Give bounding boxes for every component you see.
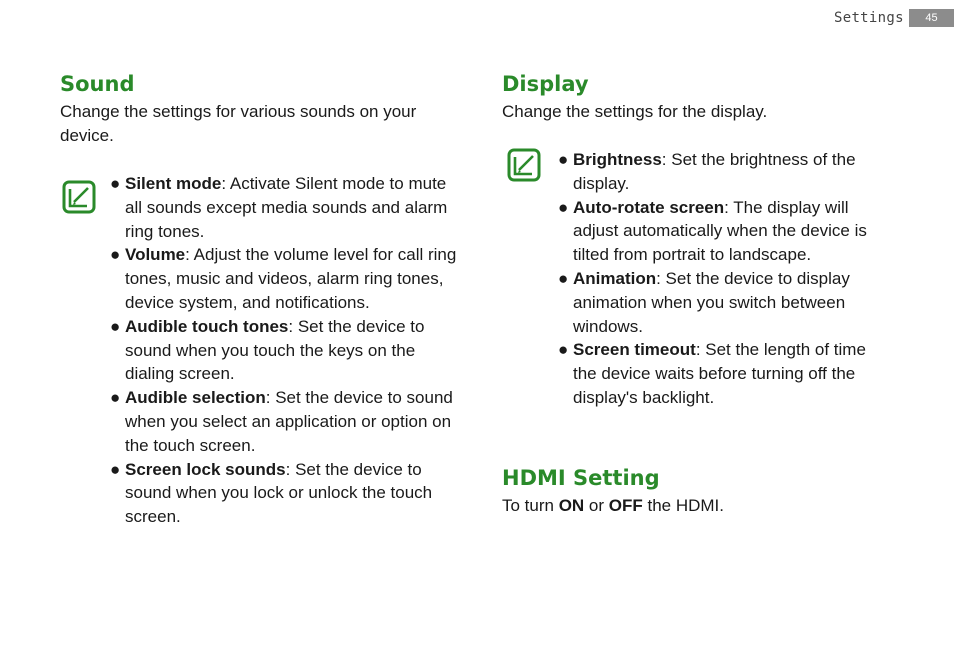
sound-heading: Sound: [60, 72, 135, 96]
list-item: ● Screen timeout: Set the length of time the device waits before turning off the display's backlight.: [558, 340, 866, 407]
note-pencil-icon: [62, 180, 96, 214]
display-note-list: [558, 148, 888, 410]
list-item: ● Brightness: Set the brightness of the display.: [558, 150, 856, 193]
display-intro: Change the settings for the display.: [502, 102, 768, 121]
sound-note: [60, 172, 460, 529]
hdmi-off-label: OFF: [608, 495, 643, 515]
list-item: ● Silent mode: Activate Silent mode to mute all sounds except media sounds and alarm ring tones.: [110, 174, 448, 241]
list-item: ● Auto-rotate screen: The display will adjust automatically when the device is tilted from portrait to landscape.: [558, 197, 867, 265]
display-note: [502, 148, 902, 410]
hdmi-heading: HDMI Setting: [502, 465, 660, 490]
list-item: ● Audible touch tones: Set the device to sound when you touch the keys on the dialing screen.: [110, 316, 425, 384]
display-section: [502, 68, 902, 518]
running-header-section: Settings: [834, 10, 904, 26]
list-item: ● Volume: Adjust the volume level for call ring tones, music and videos, alarm ring tones, device system, and notifications.: [110, 245, 457, 312]
sound-intro: Change the settings for various sounds on your device.: [60, 102, 417, 145]
sound-note-list: [110, 172, 460, 529]
list-item: ● Animation: Set the device to display animation when you switch between windows.: [558, 268, 850, 336]
note-pencil-icon: [507, 148, 541, 182]
hdmi-on-label: ON: [558, 495, 585, 515]
hdmi-text: To turn ON or OFF the HDMI.: [502, 495, 725, 515]
display-heading: Display: [502, 72, 589, 96]
hdmi-section: [502, 462, 902, 518]
sound-section: [60, 68, 460, 529]
list-item: ● Screen lock sounds: Set the device to sound when you lock or unlock the touch screen.: [110, 459, 433, 527]
list-item: ● Audible selection: Set the device to sound when you select an application or option on the touch screen.: [110, 388, 453, 455]
page-number-badge: 45: [909, 9, 954, 27]
